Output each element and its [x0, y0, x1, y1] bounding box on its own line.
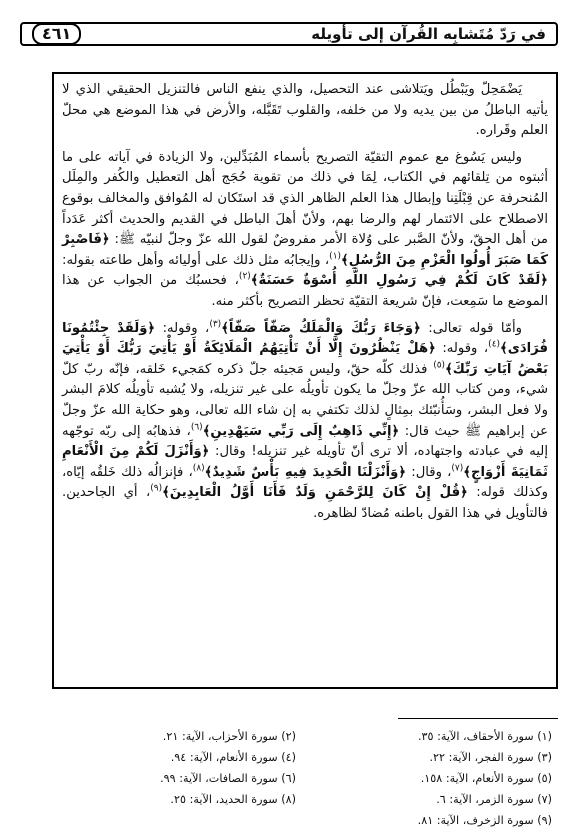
footnote-ref: (٨): [192, 463, 205, 474]
quran-verse: ﴿وَأَنْزَلْنَا الْحَدِيدَ فِيهِ بَأْسٌ شَدِيدٌ﴾: [204, 464, 407, 480]
footnotes-right-column: [312, 726, 552, 831]
footnote-item: (٥) سورة الأنعام، الآية: ١٥٨.: [420, 772, 552, 785]
running-title: في رَدّ مُتَشابِه القُرآن إلى تأويله: [311, 25, 546, 43]
footnote-item: (٣) سورة الفجر، الآية: ٢٢.: [429, 751, 552, 764]
footnote-ref: (٢): [238, 271, 251, 282]
footnote-item: (٧) سورة الزمر، الآية: ٦.: [436, 793, 552, 806]
text-run: ، فذهابُه إلى ربّه توجّهه إليه في عبادته واجتهاده، ألا ترى أنّ تأويله غير تنزيله! وقال:: [62, 423, 548, 460]
quran-verse: ﴿هَلْ يَنْظُرُونَ إِلَّا أَنْ تَأْتِيَهُمُ الْمَلَائِكَةُ أَوْ يَأْتِيَ رَبُّكَ أَوْ يَأْتِيَ بَعْضُ آيَاتِ رَبِّكَ﴾: [62, 341, 549, 377]
text-run: ، وإيجابُه مثل ذلك على أوليائه وأهل طاعته بقوله:: [62, 252, 330, 268]
body-paragraph: [62, 148, 548, 313]
footnote-ref: (٩): [150, 483, 163, 494]
footnote-item: (٦) سورة الصافات، الآية: ٩٩.: [160, 772, 296, 785]
body-paragraph: [62, 319, 548, 525]
running-header: [20, 22, 558, 46]
footnote-ref: (٣): [209, 319, 222, 330]
text-run: فذلك كلّه حقّ، وليس مَجيئه جلّ ذكره كمَجيء خَلقه، فإنّه ربّ كلّ شيء، ومن كتاب الله عزّ وجلّ ما يكون تأويلُه على غير تنزيله، ولا يُشبه تأويلُه كلامَ البشر ولا فعل البشر، وسَأُنبّئك بمِثالٍ لذلك تكتفي به إن شاء الله تعالى، وهو حكاية الله عزّ وجلّ عن إبراهيم ﷺ حيث قال:: [62, 361, 548, 439]
footnote-item: (٨) سورة الحديد، الآية: ٢٥.: [170, 793, 296, 806]
text-run: ، وقوله:: [155, 320, 210, 336]
footnote-ref: (٥): [433, 360, 446, 371]
text-run: ، فإنزالُه ذلك خَلقُه إيّاه، وكذلك قوله:: [62, 464, 548, 501]
footnote-item: (٤) سورة الأنعام، الآية: ٩٤.: [170, 751, 296, 764]
quran-verse: ﴿وَلَقَدْ جِئْتُمُونَا فُرَادَى﴾: [62, 320, 548, 357]
text-run: وليس يَسُوغ مع عموم التقيّة التصريح بأسماء المُبَدِّلين، ولا الزيادة في آياته على ما أثبتوه من تِلقائهم في الكتاب، لِمَا في ذلك من تقوية حُجَج أهل التعطيل والكُفر والمِلَل المُنحرفة عن قِبْلَتِنا وإبطال هذا العلم الظاهر الذي قد استَكان له المُوافق والمخالف بوقوع الاصطلاح على الائتمار لهم والرضا بهم، ولأنّ أهلَ الباطل في القديم والحديث أكثر عَدَداً من أهل الحقّ، ولأنّ الصَّبر على وُلاة الأمر مفروضٌ لقول الله عزّ وجلّ لنبيّه ﷺ:: [62, 149, 548, 248]
footnote-ref: (٤): [488, 339, 501, 350]
text-run: يَضْمَحِلّ ويَبْطُل ويَتلاشى عند التحصيل، والذي ينفع الناس فالتنزيل الحقيقي الذي لا يأتيه الباطلُ من بين يديه ولا من خلفه، والقلوب تَقَبَّله، والأرض في هذا الموضع هي محلّ العلم وقَراره.: [62, 82, 548, 139]
quran-verse: ﴿لَقَدْ كَانَ لَكُمْ فِي رَسُولِ اللَّهِ أُسْوَةٌ حَسَنَةٌ﴾: [250, 273, 548, 289]
footnote-item: (٢) سورة الأحزاب، الآية: ٢١.: [162, 730, 296, 743]
page-number: ٤٦١: [32, 23, 81, 45]
text-run: ، وقوله:: [435, 341, 489, 357]
footnote-item: (٩) سورة الزخرف، الآية: ٨١.: [417, 814, 552, 827]
text-run: ، فحسبُك من الجواب عن هذا الموضع ما سَمِعت، فإنّ شريعة التقيّة تحظر التصريح بأكثر منه.: [62, 273, 548, 309]
quran-verse: ﴿وَأَنْزَلَ لَكُمْ مِنَ الْأَنْعَامِ ثَمَانِيَةَ أَزْوَاجٍ﴾: [62, 444, 549, 480]
quran-verse: ﴿فَاصْبِرْ كَمَا صَبَرَ أُولُوا الْعَزْمِ مِنَ الرُّسُلِ﴾: [62, 232, 548, 268]
quran-verse: ﴿إِنِّي ذَاهِبٌ إِلَى رَبِّي سَيَهْدِينِ﴾: [202, 423, 400, 439]
text-run: وأمّا قوله تعالى:: [420, 320, 522, 336]
footnote-ref: (٧): [451, 463, 464, 474]
footnote-separator: [398, 718, 558, 719]
text-run: ، أي الجاحدين. فالتأويل في هذا القول باطنه مُضادّ لظاهره.: [62, 485, 548, 521]
footnote-ref: (١): [329, 251, 342, 262]
quran-verse: ﴿قُلْ إِنْ كَانَ لِلرَّحْمَنِ وَلَدٌ فَأَنَا أَوَّلُ الْعَابِدِينَ﴾: [162, 485, 468, 501]
quran-verse: ﴿وَجَاءَ رَبُّكَ وَالْمَلَكُ صَفّاً صَفّاً﴾: [221, 320, 421, 336]
footnotes-left-column: [66, 726, 296, 810]
body-paragraph: [62, 80, 548, 142]
footnote-ref: (٦): [190, 422, 203, 433]
text-run: ، وقال:: [406, 464, 452, 480]
main-text-box: [52, 72, 558, 689]
footnotes: [52, 718, 558, 828]
footnote-item: (١) سورة الأحقاف، الآية: ٣٥.: [417, 730, 552, 743]
